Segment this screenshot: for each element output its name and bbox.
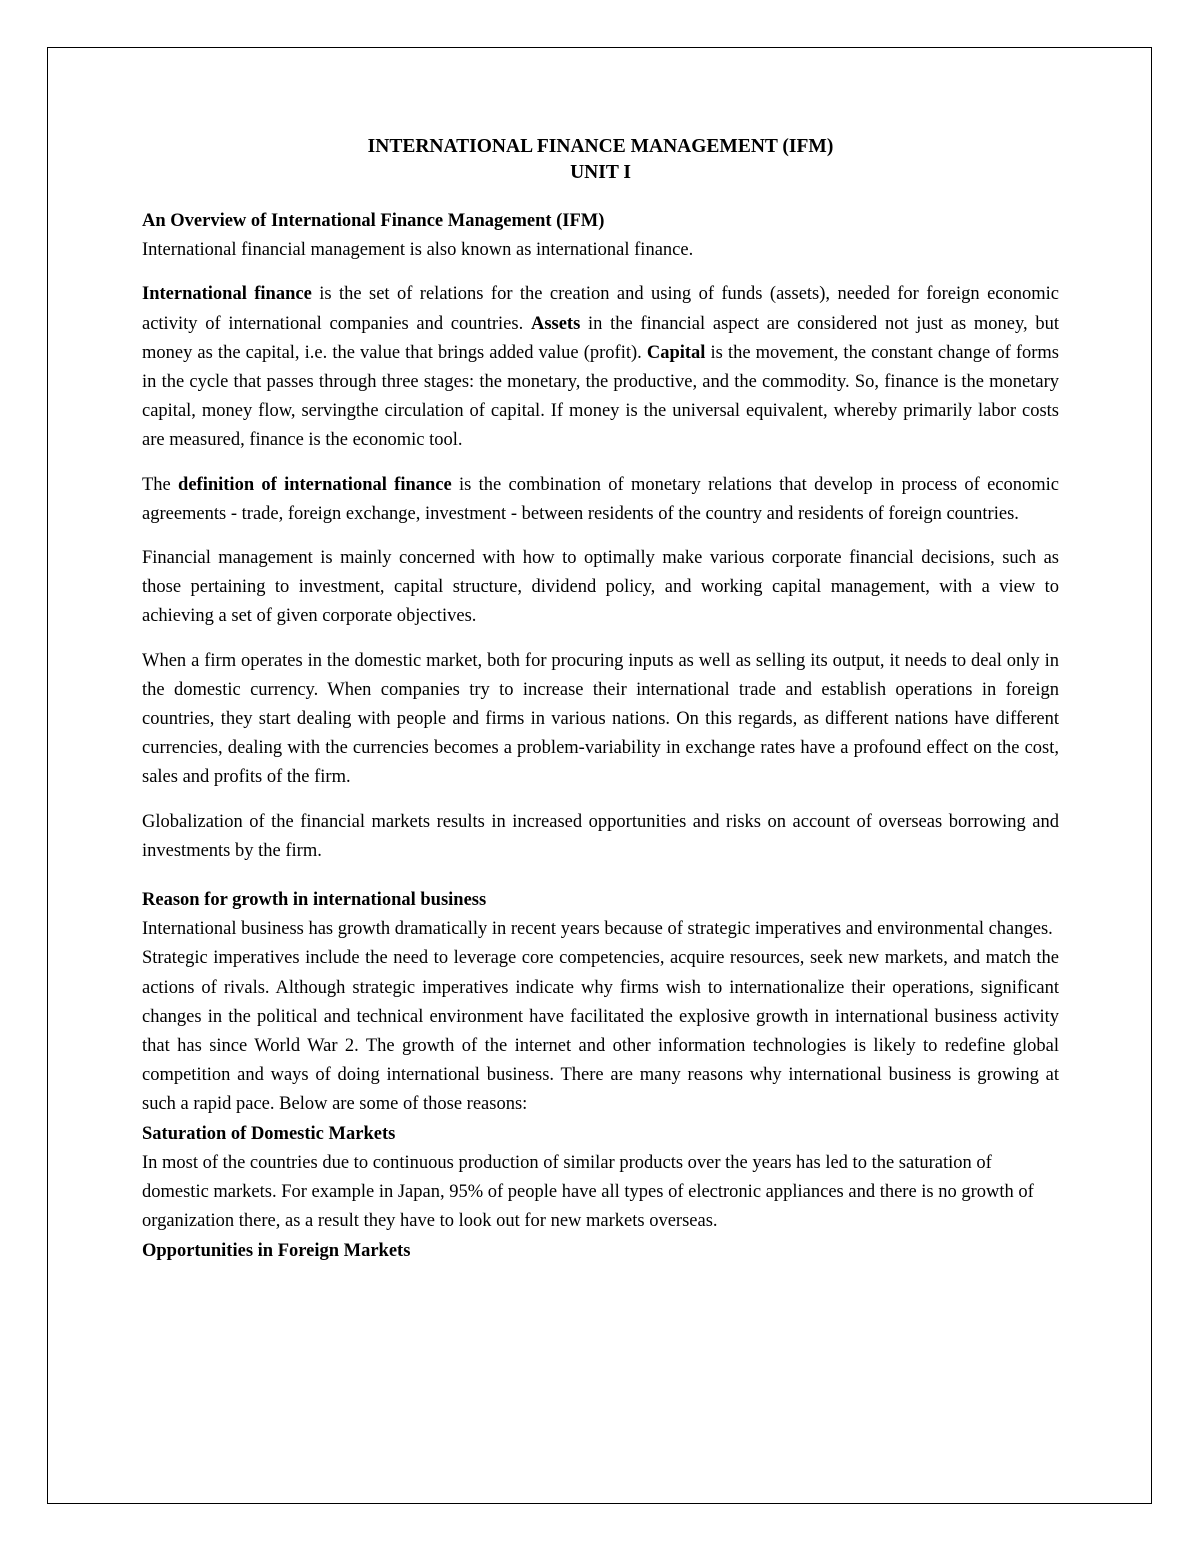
term-international-finance: International finance bbox=[142, 284, 312, 305]
international-finance-paragraph: International finance is the set of relations for the creation and using of funds (assets), needed for foreign economic activity of international companies and countries. Assets in the financial aspect are considered not just as money, but money as the capital, i.e. the value that brings added value (profit). Capital is the movement, the constant change of forms in the cycle that passes through three stages: the monetary, the productive, and the commodity. So, finance is the monetary capital, money flow, servingthe circulation of capital. If money is the universal equivalent, whereby primarily labor costs are measured, finance is the economic tool. bbox=[142, 284, 1060, 451]
saturation-heading: Saturation of Domestic Markets bbox=[142, 1123, 396, 1144]
term-capital: Capital bbox=[646, 342, 706, 363]
globalization-paragraph: Globalization of the financial markets results in increased opportunities and risks on account of overseas borrowing and investments by the firm. bbox=[142, 811, 1059, 861]
growth-heading: Reason for growth in international business bbox=[142, 890, 487, 911]
saturation-paragraph: In most of the countries due to continuous production of similar products over the years has led to the saturation of domestic markets. For example in Japan, 95% of people have all types of electronic appliances and there is no growth of organization there, as a result they have to look out for new markets overseas. bbox=[142, 1152, 1034, 1232]
overview-heading: An Overview of International Finance Management (IFM) bbox=[142, 211, 605, 231]
term-definition: definition of international finance bbox=[178, 474, 452, 495]
unit-label: UNIT I bbox=[570, 162, 631, 183]
document-body bbox=[142, 134, 1059, 1266]
opportunities-heading: Opportunities in Foreign Markets bbox=[142, 1240, 411, 1261]
financial-management-paragraph: Financial management is mainly concerned with how to optimally make various corporate financial decisions, such as those pertaining to investment, capital structure, dividend policy, and working capital management, with a view to achieving a set of given corporate objectives. bbox=[142, 548, 1059, 627]
definition-paragraph: The definition of international finance is the combination of monetary relations that develop in process of economic agreements - trade, foreign exchange, investment - between residents of the country and residents of foreign countries. bbox=[142, 474, 1059, 524]
overview-intro: International financial management is also known as international finance. bbox=[142, 240, 694, 261]
title-block bbox=[142, 134, 1059, 186]
term-assets: Assets bbox=[530, 313, 581, 334]
growth-paragraph: International business has growth dramatically in recent years because of strategic imperatives and environmental changes. bbox=[142, 919, 1053, 940]
document-title: INTERNATIONAL FINANCE MANAGEMENT (IFM) bbox=[367, 136, 834, 157]
strategic-imperatives-paragraph: Strategic imperatives include the need to leverage core competencies, acquire resources, seek new markets, and match the actions of rivals. Although strategic imperatives indicate why firms wish to internationalize their operations, significant changes in the political and technical environment have facilitated the explosive growth in international business activity that has since World War 2. The growth of the internet and other information technologies is likely to redefine global competition and ways of doing international business. There are many reasons why international business is growing at such a rapid pace. Below are some of those reasons: bbox=[142, 948, 1059, 1115]
domestic-market-paragraph: When a firm operates in the domestic market, both for procuring inputs as well as selling its output, it needs to deal only in the domestic currency. When companies try to increase their international trade and establish operations in foreign countries, they start dealing with people and firms in various nations. On this regards, as different nations have different currencies, dealing with the currencies becomes a problem-variability in exchange rates have a profound effect on the cost, sales and profits of the firm. bbox=[142, 650, 1059, 788]
